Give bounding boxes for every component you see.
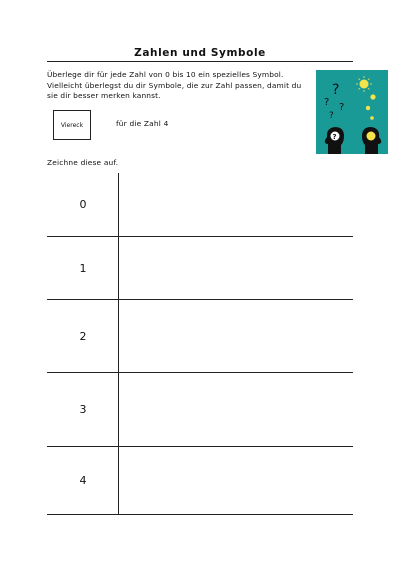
example-box-label: Viereck <box>60 121 84 129</box>
table-row <box>47 447 353 515</box>
row-number: 3 <box>79 403 87 416</box>
page-title: Zahlen und Symbole <box>134 47 266 59</box>
table-row <box>47 173 353 237</box>
drawing-area[interactable] <box>119 237 353 299</box>
title-underline <box>47 61 353 62</box>
svg-text:?: ? <box>324 97 330 108</box>
example-symbol-box <box>53 110 91 140</box>
drawing-area[interactable] <box>119 447 353 514</box>
thinking-heads-icon <box>316 70 388 154</box>
instruction-text: Zeichne diese auf. <box>47 158 119 167</box>
row-number: 4 <box>79 474 87 487</box>
row-number: 1 <box>79 261 87 275</box>
svg-text:?: ? <box>332 82 340 98</box>
intro-text: Überlege dir für jede Zahl von 0 bis 10 ein spezielles Symbol. Vielleicht überlegst du dir Symbole, die zur Zahl passen, damit du sie dir besser merken kannst. <box>47 70 302 101</box>
example-label: für die Zahl 4 <box>116 119 169 128</box>
table-row <box>47 373 353 447</box>
column-divider <box>118 173 119 515</box>
svg-text:?: ? <box>339 102 345 113</box>
number-symbol-table <box>47 173 353 515</box>
drawing-area[interactable] <box>119 300 353 372</box>
drawing-area[interactable] <box>119 373 353 446</box>
row-number: 2 <box>79 329 87 343</box>
table-row <box>47 237 353 300</box>
svg-text:?: ? <box>329 111 334 121</box>
drawing-area[interactable] <box>119 173 353 236</box>
row-number: 0 <box>79 198 87 211</box>
svg-text:?: ? <box>332 133 337 141</box>
table-row <box>47 300 353 373</box>
